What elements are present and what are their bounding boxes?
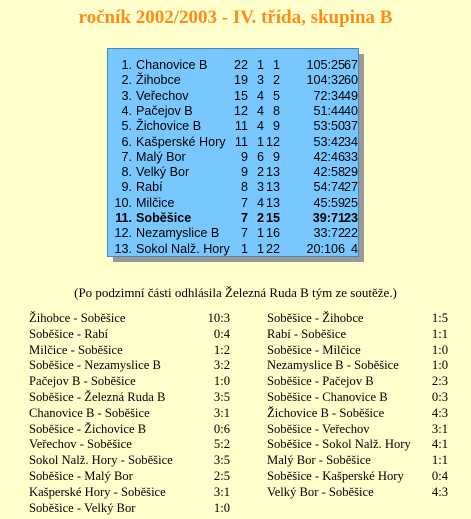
cell-w: 1 (256, 226, 264, 241)
match-teams: Soběšice - Žichovice B (29, 421, 147, 436)
cell-played: 12 (233, 103, 248, 118)
match-result: 2:3 (431, 374, 448, 389)
match-row (267, 468, 448, 484)
table-row (108, 195, 358, 211)
match-row (29, 342, 230, 358)
cell-pts: 25 (343, 195, 358, 210)
cell-rank: 5. (121, 119, 132, 134)
table-row (108, 164, 358, 180)
table-row (108, 134, 358, 150)
cell-rank: 7. (121, 149, 132, 164)
table-row (108, 103, 358, 119)
withdrawal-note: (Po podzimní části odhlásila Železná Ruda B tým ze soutěže.) (74, 285, 397, 300)
match-row (29, 484, 230, 500)
match-row (29, 326, 230, 342)
cell-d: 9 (272, 119, 280, 134)
match-teams: Soběšice - Rabí (29, 326, 109, 341)
match-result: 3:1 (431, 421, 448, 436)
match-row (29, 436, 230, 452)
match-row (267, 310, 448, 326)
match-result: 3:5 (213, 390, 230, 404)
cell-rank: 4. (121, 103, 132, 118)
match-row (29, 310, 230, 326)
match-result: 1:5 (431, 311, 448, 325)
match-row (267, 342, 448, 358)
cell-played: 19 (233, 73, 248, 88)
match-row (29, 357, 230, 373)
match-teams: Soběšice - Žihobce (267, 311, 364, 325)
cell-score: 51:44 (313, 103, 345, 118)
match-teams: Soběšice - Chanovice B (267, 390, 388, 404)
cell-rank: 10. (114, 195, 132, 210)
match-result: 0:4 (213, 326, 230, 341)
match-result: 3:1 (213, 484, 230, 499)
cell-d: 13 (266, 195, 281, 210)
cell-w: 3 (256, 73, 264, 88)
cell-score: 54:74 (313, 180, 345, 195)
cell-played: 15 (233, 88, 248, 103)
cell-played: 22 (233, 58, 248, 72)
cell-played: 7 (240, 226, 248, 241)
cell-rank: 6. (121, 134, 132, 149)
cell-played: 7 (240, 195, 248, 210)
match-row (267, 326, 448, 342)
cell-w: 2 (256, 211, 264, 225)
match-teams: Pačejov B - Soběšice (29, 374, 136, 389)
cell-team: Chanovice B (136, 58, 208, 72)
cell-d: 12 (266, 134, 281, 149)
cell-w: 4 (256, 103, 264, 118)
match-teams: Soběšice - Pačejov B (267, 374, 374, 389)
match-row (29, 389, 230, 405)
match-result: 1:0 (431, 342, 448, 357)
cell-team: Kašperské Hory (136, 134, 226, 149)
cell-w: 1 (256, 134, 264, 149)
cell-score: 72:34 (313, 88, 345, 103)
match-result: 1:1 (431, 453, 448, 468)
cell-pts: 37 (343, 119, 358, 134)
cell-rank: 13. (114, 241, 132, 256)
cell-team: Nezamyslice B (136, 226, 220, 241)
match-result: 10:3 (207, 311, 230, 325)
table-row (108, 149, 358, 165)
cell-pts: 29 (343, 165, 358, 180)
cell-team: Rabí (136, 180, 163, 195)
match-teams: Žichovice B - Soběšice (267, 405, 385, 420)
cell-d: 2 (272, 73, 280, 88)
match-teams: Soběšice - Kašperské Hory (267, 469, 404, 483)
match-teams: Kašperské Hory - Soběšice (29, 484, 166, 499)
cell-score: 104:32 (306, 73, 345, 88)
table-row (108, 88, 358, 104)
cell-d: 22 (266, 241, 281, 256)
cell-pts: 27 (343, 180, 358, 195)
cell-d: 8 (272, 103, 280, 118)
match-teams: Soběšice - Nezamyslice B (29, 358, 161, 373)
cell-team: Milčice (136, 195, 175, 210)
cell-w: 6 (256, 149, 264, 164)
match-result: 0:3 (431, 390, 448, 404)
match-row (267, 436, 448, 452)
cell-team: Velký Bor (136, 165, 190, 180)
cell-w: 4 (256, 88, 264, 103)
match-result: 3:2 (213, 358, 230, 373)
match-result: 0:4 (431, 469, 448, 483)
cell-played: 11 (234, 119, 248, 134)
table-row (108, 225, 358, 241)
cell-score: 53:50 (313, 119, 345, 134)
cell-pts: 23 (343, 211, 358, 225)
match-result: 1:2 (213, 342, 230, 357)
cell-d: 15 (266, 211, 281, 225)
match-teams: Sokol Nalž. Hory - Soběšice (29, 453, 173, 468)
match-row (29, 468, 230, 484)
cell-played: 9 (240, 165, 248, 180)
match-teams: Milčice - Soběšice (29, 342, 123, 357)
cell-pts: 60 (343, 73, 358, 88)
cell-pts: 22 (343, 226, 358, 241)
match-teams: Soběšice - Veřechov (267, 421, 370, 436)
cell-score: 53:42 (313, 134, 345, 149)
match-teams: Veřechov - Soběšice (29, 437, 132, 452)
match-result: 4:1 (431, 437, 448, 452)
cell-rank: 12. (114, 226, 132, 241)
match-result: 3:1 (213, 405, 230, 420)
table-row (108, 118, 358, 134)
match-row (267, 357, 448, 373)
cell-d: 13 (266, 180, 281, 195)
match-result: 4:3 (431, 405, 448, 420)
match-row (267, 405, 448, 421)
cell-score: 45:59 (313, 195, 345, 210)
match-result: 0:6 (213, 421, 230, 436)
cell-team: Pačejov B (136, 103, 193, 118)
standings-box (107, 48, 359, 257)
match-row (267, 373, 448, 389)
match-result: 1:0 (213, 500, 230, 515)
match-row (29, 373, 230, 389)
match-row (29, 500, 230, 516)
cell-score: 33:72 (313, 226, 345, 241)
cell-pts: 49 (343, 88, 358, 103)
match-result: 5:2 (213, 437, 230, 452)
match-row (29, 452, 230, 468)
match-result: 1:0 (213, 374, 230, 389)
match-result: 4:3 (431, 484, 448, 499)
match-result: 3:5 (213, 453, 230, 468)
match-result: 1:1 (431, 326, 448, 341)
table-row (108, 179, 358, 195)
cell-w: 3 (256, 180, 264, 195)
cell-w: 4 (256, 119, 264, 134)
cell-rank: 9. (121, 180, 132, 195)
cell-played: 7 (240, 211, 248, 225)
match-teams: Soběšice - Malý Bor (29, 469, 133, 483)
cell-pts: 34 (343, 134, 358, 149)
cell-d: 5 (272, 88, 280, 103)
cell-played: 11 (234, 134, 248, 149)
match-teams: Soběšice - Železná Ruda B (29, 390, 166, 404)
cell-w: 1 (256, 58, 264, 72)
cell-score: 39:71 (312, 211, 345, 225)
match-teams: Rabí - Soběšice (267, 326, 347, 341)
cell-team: Soběšice (136, 211, 192, 225)
cell-d: 13 (266, 165, 281, 180)
cell-d: 16 (266, 226, 281, 241)
cell-played: 9 (240, 149, 248, 164)
cell-rank: 8. (121, 165, 132, 180)
standings-table (107, 48, 364, 262)
cell-team: Žichovice B (136, 119, 202, 134)
cell-score: 42:58 (313, 165, 345, 180)
cell-team: Malý Bor (136, 149, 186, 164)
cell-rank: 1. (121, 58, 132, 72)
match-result: 1:0 (431, 358, 448, 373)
cell-pts: 40 (343, 103, 358, 118)
match-result: 2:5 (213, 469, 230, 483)
match-teams: Chanovice B - Soběšice (29, 405, 150, 420)
cell-pts: 33 (343, 149, 358, 164)
match-teams: Soběšice - Sokol Nalž. Hory (267, 437, 411, 452)
match-teams: Nezamyslice B - Soběšice (267, 358, 399, 373)
cell-rank: 3. (121, 88, 132, 103)
cell-d: 9 (272, 149, 280, 164)
cell-w: 2 (256, 165, 264, 180)
match-row (267, 389, 448, 405)
match-row (267, 421, 448, 437)
cell-pts: 4 (350, 241, 358, 256)
match-teams: Žihobce - Soběšice (29, 311, 126, 325)
cell-d: 1 (272, 58, 280, 72)
page-title: ročník 2002/2003 - IV. třída, skupina B (78, 7, 393, 28)
cell-rank: 11. (115, 211, 132, 225)
cell-played: 1 (240, 241, 248, 256)
match-teams: Malý Bor - Soběšice (267, 453, 371, 468)
match-teams: Soběšice - Milčice (267, 342, 361, 357)
cell-pts: 67 (343, 58, 358, 72)
match-teams: Velký Bor - Soběšice (267, 484, 374, 499)
table-row (108, 241, 358, 257)
cell-w: 1 (256, 241, 264, 256)
cell-score: 105:25 (306, 58, 345, 72)
table-row (108, 210, 358, 226)
cell-score: 20:106 (306, 241, 345, 256)
match-teams: Soběšice - Velký Bor (29, 500, 136, 515)
cell-rank: 2. (121, 73, 132, 88)
cell-w: 4 (256, 195, 264, 210)
cell-score: 42:46 (313, 149, 345, 164)
cell-team: Veřechov (136, 88, 189, 103)
match-row (267, 484, 448, 500)
cell-team: Žihobce (136, 73, 181, 88)
match-row (267, 452, 448, 468)
match-row (29, 405, 230, 421)
match-row (29, 421, 230, 437)
table-row (108, 72, 358, 88)
cell-played: 8 (240, 180, 248, 195)
table-row (108, 57, 358, 73)
cell-team: Sokol Nalž. Hory (136, 241, 230, 256)
